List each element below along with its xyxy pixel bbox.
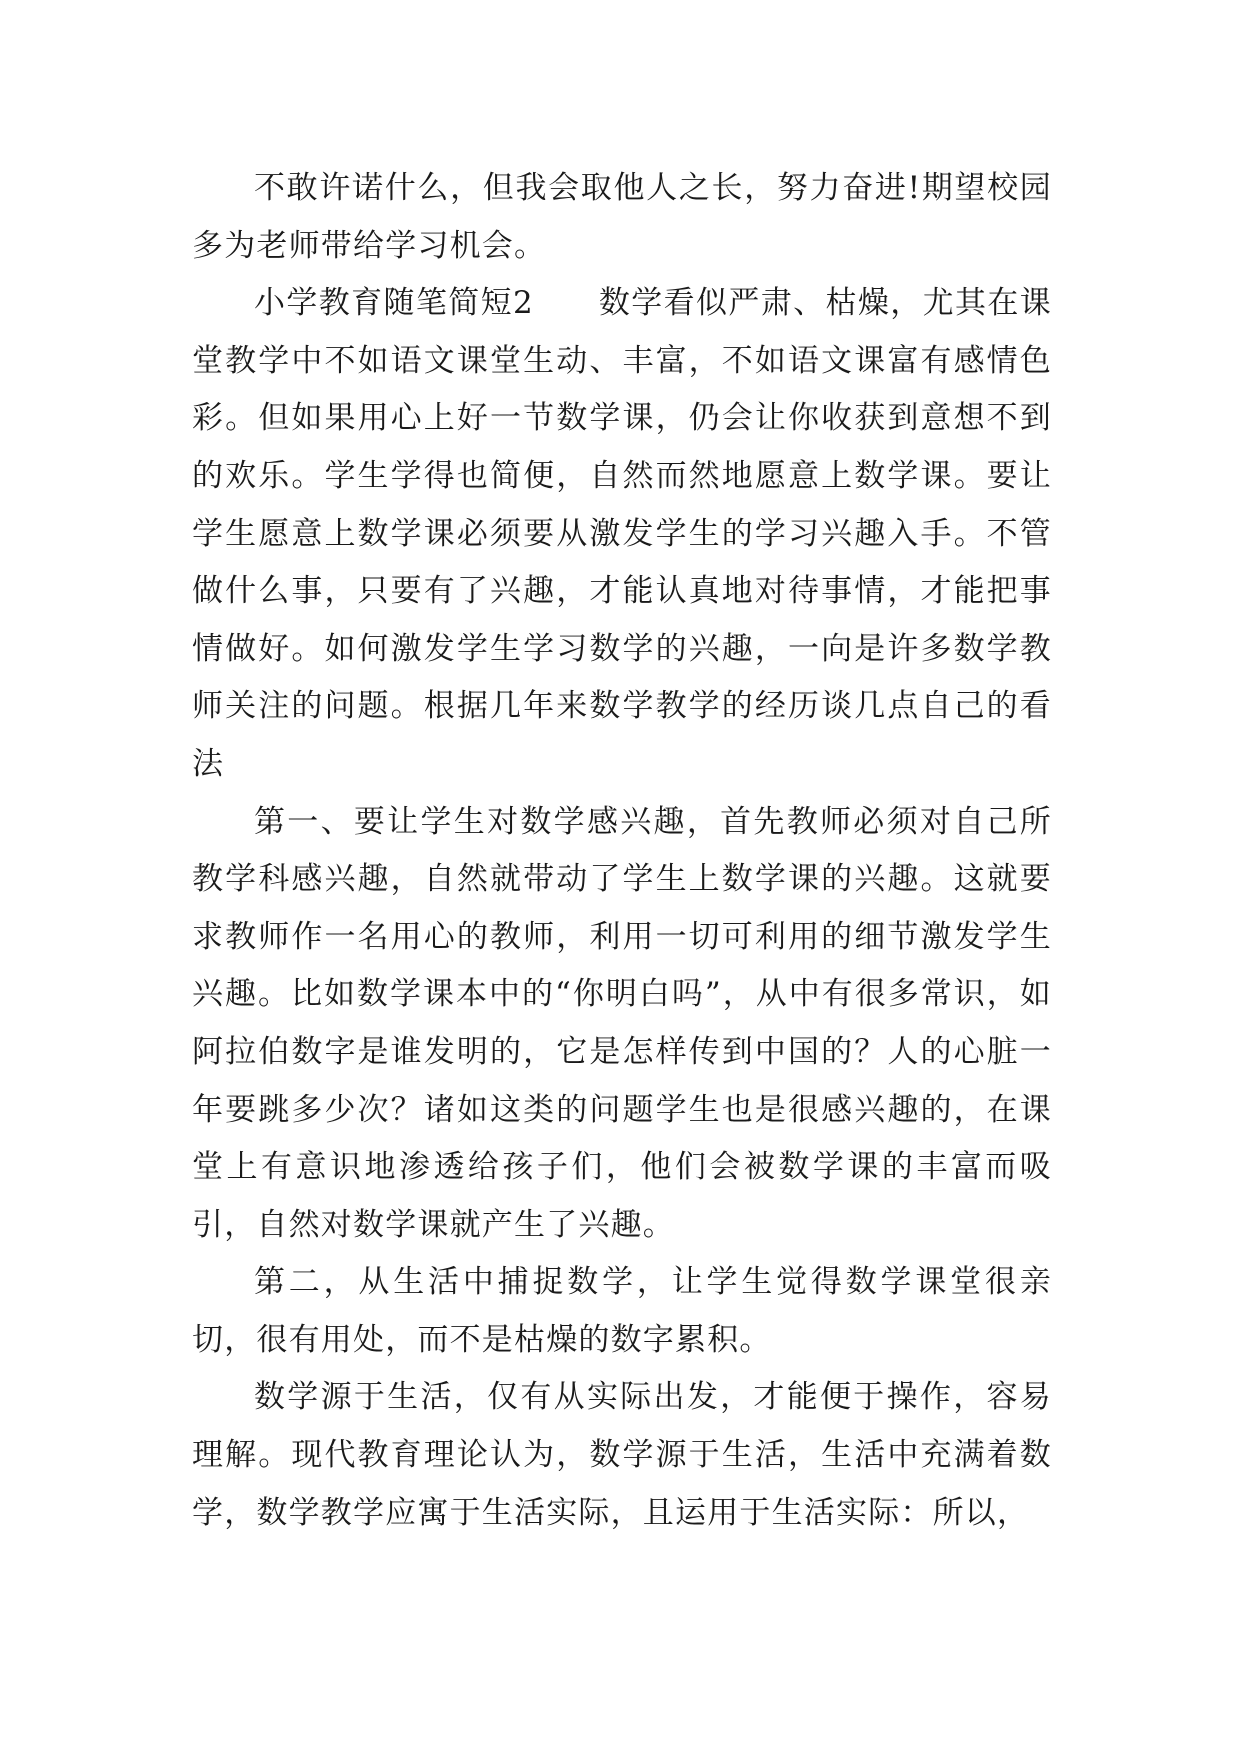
paragraph-3 — [192, 794, 1052, 1255]
paragraph-2 — [192, 275, 1052, 793]
document-body — [192, 160, 1052, 1542]
paragraph-1-text: 不敢许诺什么，但我会取他人之长，努力奋进!期望校园多为老师带给学习机会。 — [192, 170, 1052, 264]
paragraph-4 — [192, 1254, 1052, 1369]
paragraph-2-text: 数学看似严肃、枯燥，尤其在课堂教学中不如语文课堂生动、丰富，不如语文课富有感情色彩。但如果用心上好一节数学课，仍会让你收获到意想不到的欢乐。学生学得也简便，自然而然地愿意上数学课。要让学生愿意上数学课必须要从激发学生的学习兴趣入手。不管做什么事，只要有了兴趣，才能认真地对待事情，才能把事情做好。如何激发学生学习数学的兴趣，一向是许多数学教师关注的问题。根据几年来数学教学的经历谈几点自己的看法 — [192, 285, 1052, 782]
paragraph-4-text: 第二，从生活中捕捉数学，让学生觉得数学课堂很亲切，很有用处，而不是枯燥的数字累积。 — [192, 1264, 1052, 1358]
paragraph-5 — [192, 1369, 1052, 1542]
paragraph-5-text: 数学源于生活，仅有从实际出发，才能便于操作，容易理解。现代教育理论认为，数学源于生活，生活中充满着数学，数学教学应寓于生活实际，且运用于生活实际：所以， — [192, 1379, 1052, 1531]
section-heading: 小学教育随笔简短2 — [254, 285, 534, 322]
paragraph-1 — [192, 160, 1052, 275]
paragraph-3-text: 第一、要让学生对数学感兴趣，首先教师必须对自己所教学科感兴趣，自然就带动了学生上数学课的兴趣。这就要求教师作一名用心的教师，利用一切可利用的细节激发学生兴趣。比如数学课本中的“你明白吗”，从中有很多常识，如阿拉伯数字是谁发明的，它是怎样传到中国的？人的心脏一年要跳多少次？诸如这类的问题学生也是很感兴趣的，在课堂上有意识地渗透给孩子们，他们会被数学课的丰富而吸引，自然对数学课就产生了兴趣。 — [192, 803, 1052, 1243]
